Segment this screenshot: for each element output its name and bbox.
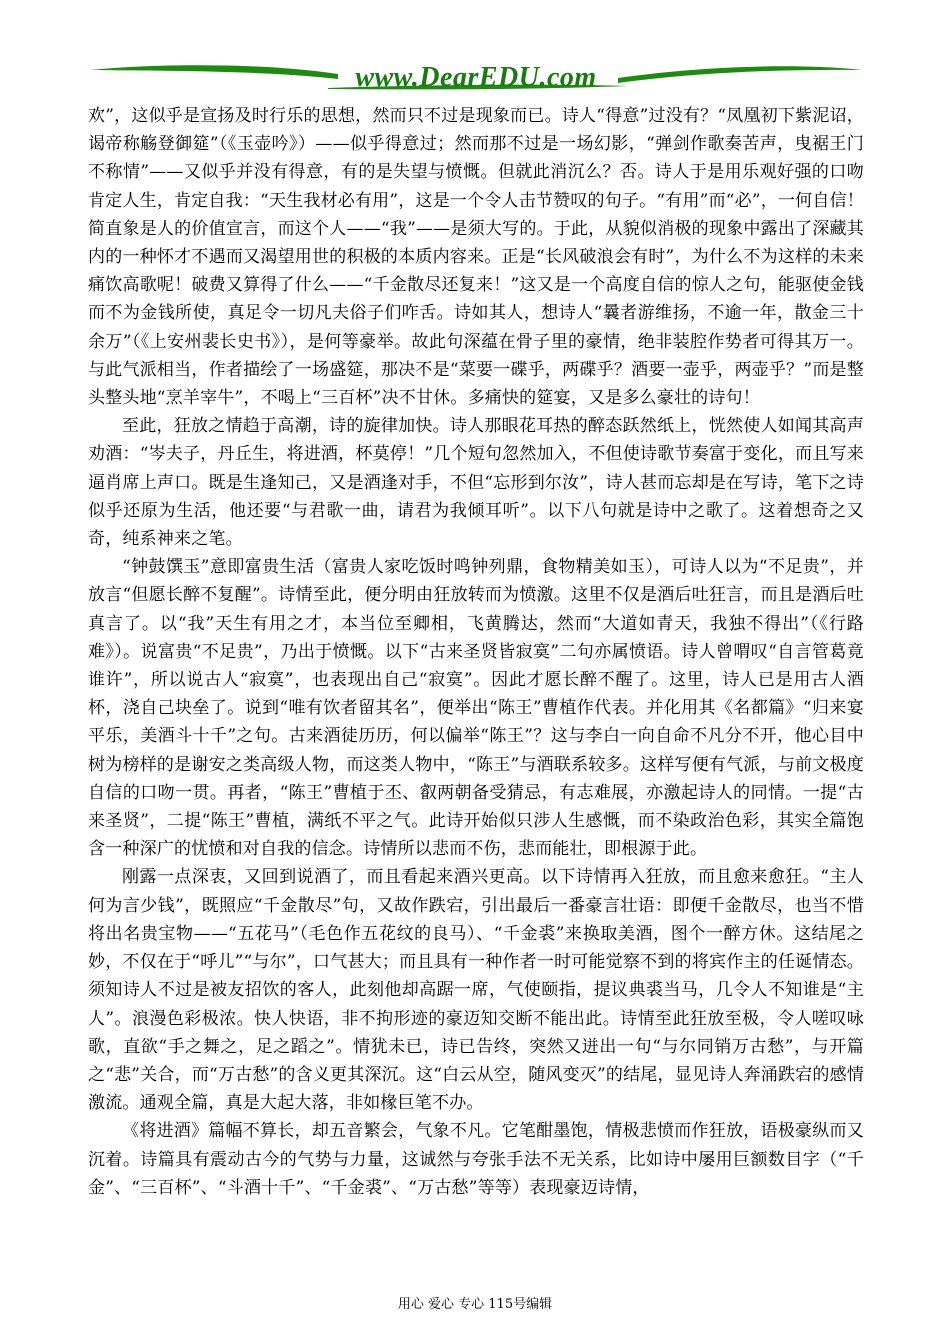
site-logo-text: www.DearEDU.com — [355, 62, 597, 93]
paragraph: 至此，狂放之情趋于高潮，诗的旋律加快。诗人那眼花耳热的醉态跃然纸上，恍然使人如闻其高声劝酒：“岑夫子，丹丘生，将进酒，杯莫停！”几个短句忽然加入，不但使诗歌节奏富于变化，而且写来逼肖席上声口。既是生逢知己，又是酒逢对手，不但“忘形到尔汝”，诗人甚而忘却是在写诗，笔下之诗似乎还原为生活，他还要“与君歌一曲，请君为我倾耳听”。以下八句就是诗中之歌了。这着想奇之又奇，纯系神来之笔。 — [88, 416, 864, 550]
paragraph: 刚露一点深衷，又回到说酒了，而且看起来酒兴更高。以下诗情再入狂放，而且愈来愈狂。“主人何为言少钱”，既照应“千金散尽”句，又故作跌宕，引出最后一番豪言壮语：即便千金散尽，也当不惜将出名贵宝物——“五花马”（毛色作五花纹的良马）、“千金裘”来换取美酒，图个一醉方休。这结尾之妙，不仅在于“呼儿”“与尔”，口气甚大；而且具有一种作者一时可能觉察不到的将宾作主的任诞情态。须知诗人不过是被友招饮的客人，此刻他却高踞一席，气使颐指，提议典裘当马，几令人不知谁是“主人”。浪漫色彩极浓。快人快语，非不拘形迹的豪迈知交断不能出此。诗情至此狂放至极，令人嗟叹咏歌，直欲“手之舞之，足之蹈之”。情犹未已，诗已告终，突然又迸出一句“与尔同销万古愁”，与开篇之“悲”关合，而“万古愁”的含义更其深沉。这“白云从空，随风变灭”的结尾，显见诗人奔涌跌宕的感情激流。通观全篇，真是大起大落，非如椽巨笔不办。 — [88, 867, 864, 1114]
paragraph: 欢”，这似乎是宣扬及时行乐的思想，然而只不过是现象而已。诗人“得意”过没有？“凤凰初下紫泥诏，谒帝称觞登御筵”（《玉壶吟》）——似乎得意过；然而那不过是一场幻影，“弹剑作歌奏苦声，曳裾王门不称情”——又似乎并没有得意，有的是失望与愤慨。但就此消沉么？否。诗人于是用乐观好强的口吻肯定人生，肯定自我：“天生我材必有用”，这是一个令人击节赞叹的句子。“有用”而“必”，一何自信！简直象是人的价值宣言，而这个人——“我”——是须大写的。于此，从貌似消极的现象中露出了深藏其内的一种怀才不遇而又渴望用世的积极的本质内容来。正是“长风破浪会有时”，为什么不为这样的未来痛饮高歌呢！破费又算得了什么——“千金散尽还复来！”这又是一个高度自信的惊人之句，能驱使金钱而不为金钱所使，真足令一切凡夫俗子们咋舌。诗如其人，想诗人“曩者游维扬，不逾一年，散金三十余万”（《上安州裴长史书》），是何等豪举。故此句深蕴在骨子里的豪情，绝非装腔作势者可得其万一。与此气派相当，作者描绘了一场盛筵，那决不是“菜要一碟乎，两碟乎？酒要一壶乎，两壶乎？”而是整头整头地“烹羊宰牛”，不喝上“三百杯”决不甘休。多痛快的筵宴，又是多么豪壮的诗句！ — [88, 106, 864, 409]
site-header — [88, 58, 864, 98]
article-body — [88, 102, 864, 1202]
paragraph: 《将进酒》篇幅不算长，却五音繁会，气象不凡。它笔酣墨饱，情极悲愤而作狂放，语极豪纵而又沉着。诗篇具有震动古今的气势与力量，这诚然与夸张手法不无关系，比如诗中屡用巨额数目字（“千金”、“三百杯”、“斗酒十千”、“千金裘”、“万古愁”等等）表现豪迈诗情， — [88, 1121, 864, 1198]
page-footer: 用心 爱心 专心 115号编辑 — [397, 1297, 553, 1312]
paragraph: “钟鼓馔玉”意即富贵生活（富贵人家吃饭时鸣钟列鼎，食物精美如玉），可诗人以为“不足贵”，并放言“但愿长醉不复醒”。诗情至此，便分明由狂放转而为愤激。这里不仅是酒后吐狂言，而且是酒后吐真言了。以“我”天生有用之才，本当位至卿相，飞黄腾达，然而“大道如青天，我独不得出”（《行路难》）。说富贵“不足贵”，乃出于愤慨。以下“古来圣贤皆寂寞”二句亦属愤语。诗人曾喟叹“自言管葛竟谁许”，所以说古人“寂寞”，也表现出自己“寂寞”。因此才愿长醉不醒了。这里，诗人已是用古人酒杯，浇自己块垒了。说到“唯有饮者留其名”，便举出“陈王”曹植作代表。并化用其《名都篇》“归来宴平乐，美酒斗十千”之句。古来酒徒历历，何以偏举“陈王”？这与李白一向自命不凡分不开，他心目中树为榜样的是谢安之类高级人物，而这类人物中，“陈王”与酒联系较多。这样写便有气派，与前文极度自信的口吻一贯。再者，“陈王”曹植于丕、叡两朝备受猜忌，有志难展，亦激起诗人的同情。一提“古来圣贤”，二提“陈王”曹植，满纸不平之气。此诗开始似只涉人生感慨，而不染政治色彩，其实全篇饱含一种深广的忧愤和对自我的信念。诗情所以悲而不伤，悲而能壮，即根源于此。 — [88, 557, 864, 860]
